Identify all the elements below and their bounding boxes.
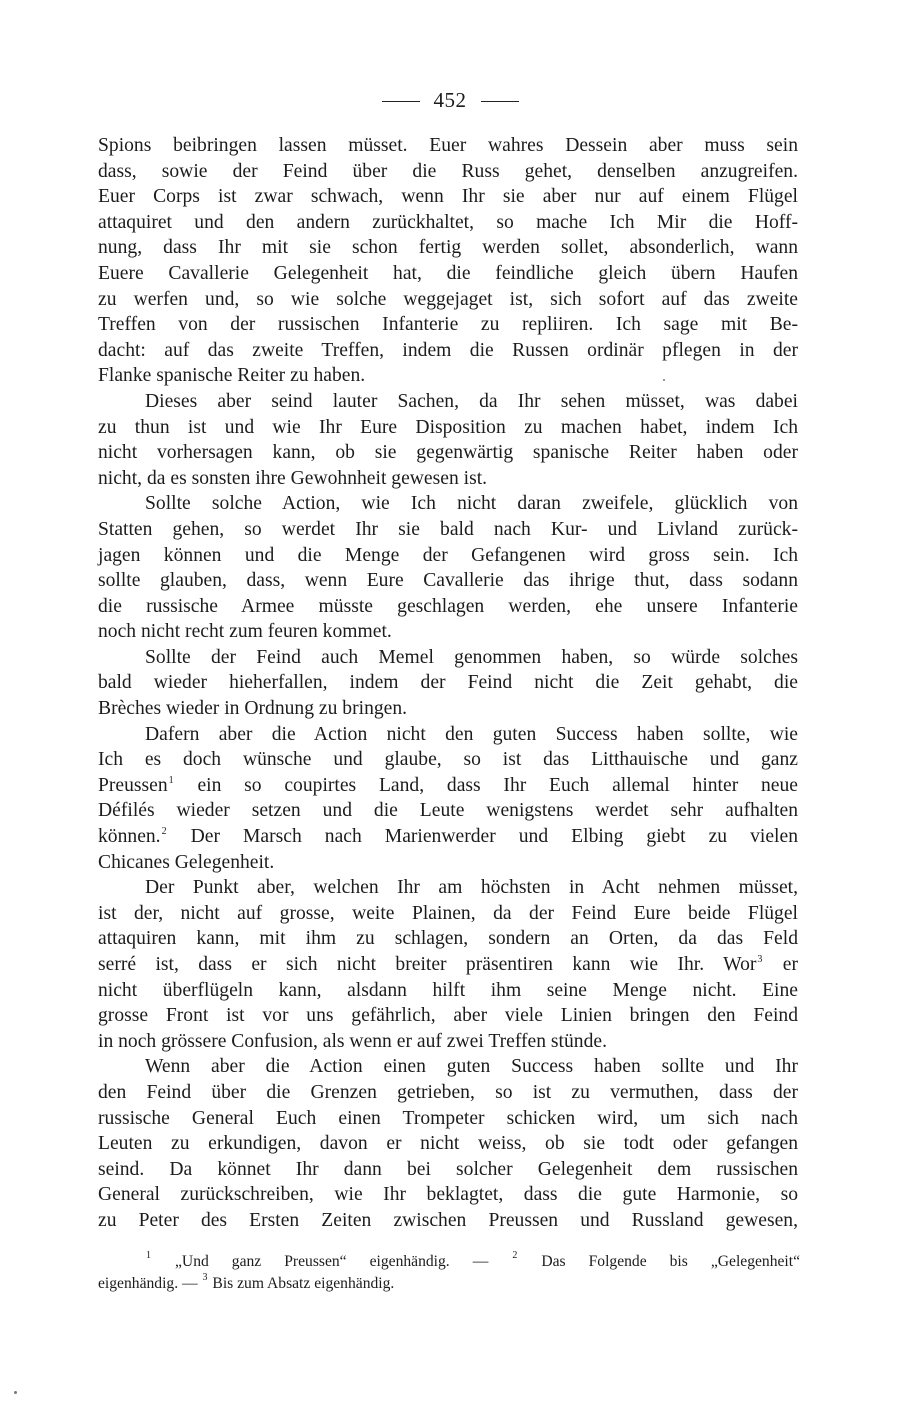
text-line: zu werfen und, so wie solche weggejaget ist, sich sofort auf das zweite (98, 288, 798, 310)
text-fragment: er (763, 954, 799, 975)
text-line: in noch grössere Confusion, als wenn er auf zwei Treffen stünde. (98, 1030, 607, 1052)
text-line: noch nicht recht zum feuren kommet. (98, 621, 392, 643)
text-line: Sollte der Feind auch Memel genommen haben, so würde solches (145, 646, 798, 668)
footnote-text: eigenhändig. — (98, 1275, 198, 1292)
text-line: russische General Euch einen Trompeter schicken wird, um sich nach (98, 1107, 798, 1129)
footnote-number-1: 1 (146, 1250, 151, 1261)
footnote-text: „Und ganz Preussen“ eigenhändig. — (175, 1253, 489, 1270)
text-line: grosse Front ist vor uns gefährlich, aber viele Linien bringen den Feind (98, 1005, 798, 1027)
footnotes (98, 1251, 800, 1295)
footnote-number-3: 3 (202, 1272, 208, 1283)
text-line: Leuten zu erkundigen, davon er nicht weiss, ob sie todt oder gefangen (98, 1133, 798, 1155)
text-line: Chicanes Gelegenheit. (98, 851, 275, 873)
text-line: Ich es doch wünsche und glaube, so ist das Litthauische und ganz (98, 749, 798, 771)
text-line: attaquiret und den andern zurückhaltet, so mache Ich Mir die Hoff- (98, 211, 798, 233)
footnote-marker-3: 3 (757, 954, 763, 965)
text-line: dass, sowie der Feind über die Russ gehet, denselben anzugreifen. (98, 160, 798, 182)
text-line: den Feind über die Grenzen getrieben, so ist zu vermuthen, dass der (98, 1081, 798, 1103)
text-line: Der Punkt aber, welchen Ihr am höchsten in Acht nehmen müsset, (145, 877, 798, 899)
text-fragment: ein so coupirtes Land, dass Ihr Euch allemal hinter neue (174, 774, 798, 796)
footnote-marker-2: 2 (161, 826, 167, 838)
text-line: Wenn aber die Action einen guten Success haben sollte und Ihr (145, 1056, 798, 1078)
text-line: Statten gehen, so werdet Ihr sie bald nach Kur- und Livland zurück- (98, 518, 798, 540)
text-line: Treffen von der russischen Infanterie zu repliiren. Ich sage mit Be- (98, 314, 798, 336)
text-fragment: Preussen (98, 774, 168, 796)
scan-speck (14, 1391, 17, 1394)
footnote-number-2: 2 (512, 1250, 518, 1261)
footnote-marker-1: 1 (168, 774, 174, 786)
footnote-line (98, 1251, 800, 1273)
text-line: attaquiren kann, mit ihm zu schlagen, sondern an Orten, da das Feld (98, 928, 798, 950)
text-line: Flanke spanische Reiter zu haben. (98, 365, 366, 387)
text-fragment: können. (98, 826, 161, 848)
footnote-line (98, 1273, 800, 1295)
text-line: nicht überflügeln kann, alsdann hilft ihm seine Menge nicht. Eine (98, 979, 798, 1001)
page-number: 452 (433, 88, 467, 112)
footnote-text: Bis zum Absatz eigenhändig. (212, 1275, 395, 1292)
text-line (98, 952, 798, 978)
text-line: seind. Da könnet Ihr dann bei solcher Gelegenheit dem russischen (98, 1158, 798, 1180)
header-dash-right (481, 101, 519, 102)
text-line: zu Peter des Ersten Zeiten zwischen Preussen und Russland gewesen, (98, 1209, 798, 1231)
text-line: jagen können und die Menge der Gefangenen wird gross sein. Ich (98, 544, 798, 566)
text-line: dacht: auf das zweite Treffen, indem die Russen ordinär pflegen in der (98, 339, 798, 361)
text-line: bald wieder hieherfallen, indem der Feind nicht die Zeit gehabt, die (98, 672, 798, 694)
text-line: Défilés wieder setzen und die Leute wenigstens werdet sehr aufhalten (98, 800, 798, 822)
page-header (0, 86, 900, 114)
text-line: Sollte solche Action, wie Ich nicht daran zweifele, glücklich von (145, 493, 798, 515)
text-line: zu thun ist und wie Ihr Eure Disposition zu machen habet, indem Ich (98, 416, 798, 438)
text-fragment: serré ist, dass er sich nicht breiter präsentiren kann wie Ihr. Wor (98, 954, 757, 975)
text-line: die russische Armee müsste geschlagen werden, ehe unsere Infanterie (98, 595, 798, 617)
text-line: Euere Cavallerie Gelegenheit hat, die feindliche gleich übern Haufen (98, 262, 798, 284)
text-line (98, 824, 798, 850)
text-line: nicht vorhersagen kann, ob sie gegenwärtig spanische Reiter haben oder (98, 442, 798, 464)
text-line: Brèches wieder in Ordnung zu bringen. (98, 698, 408, 720)
text-line (98, 773, 798, 799)
text-line: nicht, da es sonsten ihre Gewohnheit gewesen ist. (98, 467, 488, 489)
text-line: Dafern aber die Action nicht den guten Success haben sollte, wie (145, 723, 798, 745)
text-line: sollte glauben, dass, wenn Eure Cavallerie das ihrige thut, dass sodann (98, 570, 798, 592)
scan-speck (663, 379, 665, 381)
text-line: Dieses aber seind lauter Sachen, da Ihr sehen müsset, was dabei (145, 390, 798, 412)
footnote-text: Das Folgende bis „Gelegenheit“ (541, 1253, 801, 1270)
text-line: Spions beibringen lassen müsset. Euer wahres Dessein aber muss sein (98, 135, 798, 156)
text-line: nung, dass Ihr mit sie schon fertig werden sollet, absonderlich, wann (98, 237, 798, 259)
text-fragment: Der Marsch nach Marienwerder und Elbing giebt zu vielen (167, 826, 798, 848)
text-line: ist der, nicht auf grosse, weite Plainen, da der Feind Eure beide Flügel (98, 902, 798, 924)
text-line: General zurückschreiben, wie Ihr beklagtet, dass die gute Harmonie, so (98, 1184, 798, 1206)
header-dash-left (382, 101, 420, 102)
text-line: Euer Corps ist zwar schwach, wenn Ihr sie aber nur auf einem Flügel (98, 186, 798, 208)
main-text (98, 133, 798, 1234)
